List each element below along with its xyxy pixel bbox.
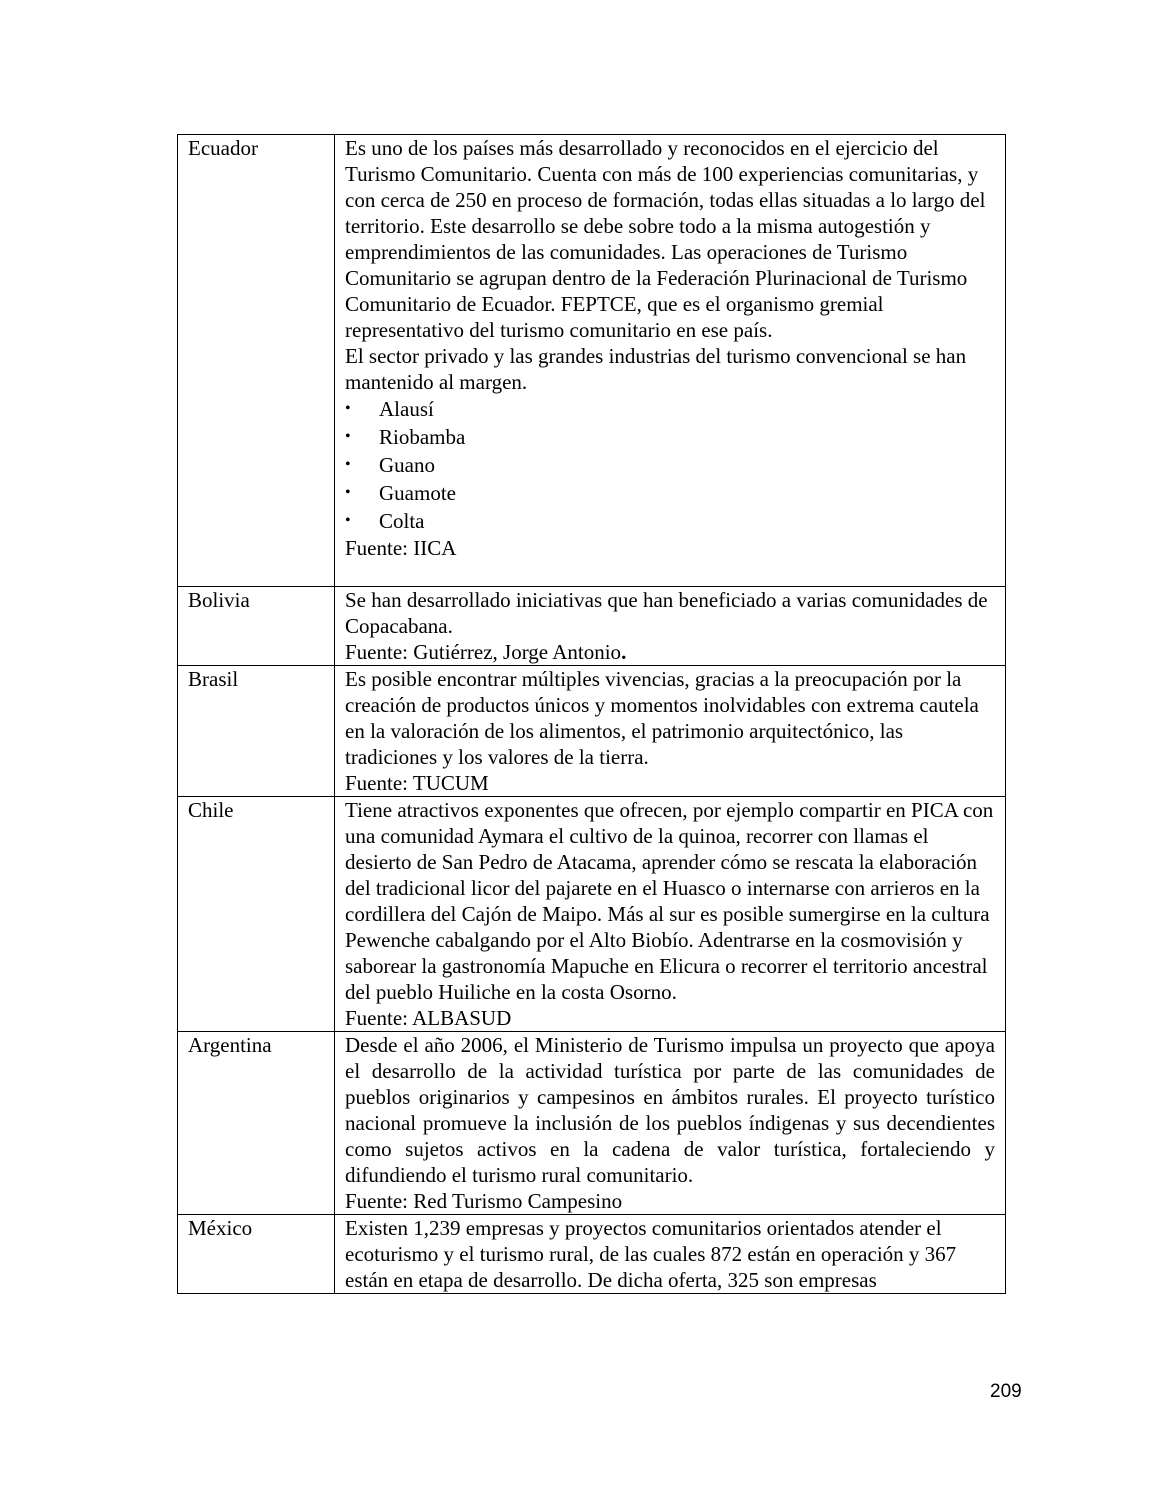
table-row-mexico <box>178 1215 1006 1294</box>
country-name: Argentina <box>188 1033 272 1057</box>
description-paragraph: Se han desarrollado iniciativas que han beneficiado a varias comunidades de Copacabana. <box>345 588 988 638</box>
description-cell <box>335 797 1006 1032</box>
source-citation: Fuente: IICA <box>345 536 457 560</box>
countries-table <box>177 134 1006 1294</box>
country-name: Ecuador <box>188 136 258 160</box>
description-cell <box>335 1215 1006 1294</box>
country-cell <box>178 1032 335 1215</box>
list-item <box>345 507 995 535</box>
list-item <box>345 423 995 451</box>
country-cell <box>178 666 335 797</box>
country-cell <box>178 587 335 666</box>
country-name: Chile <box>188 798 234 822</box>
description-cell <box>335 666 1006 797</box>
source-period: . <box>621 640 627 664</box>
country-cell <box>178 135 335 587</box>
list-item <box>345 395 995 423</box>
country-name: Brasil <box>188 667 239 691</box>
country-name: Bolivia <box>188 588 250 612</box>
table-row-ecuador <box>178 135 1006 587</box>
description-paragraph: Tiene atractivos exponentes que ofrecen, por ejemplo compartir en PICA con una comunidad Aymara el cultivo de la quinoa, recorrer con llamas el desierto de San Pedro de Atacama, aprender cómo se rescata la elaboración del tradicional licor del pajarete en el Huasco o internarse con arrieros en la cordillera del Cajón de Maipo. Más al sur es posible sumergirse en la cultura Pewenche cabalgando por el Alto Biobío. Adentrarse en la cosmovisión y saborear la gastronomía Mapuche en Elicura o recorrer el territorio ancestral del pueblo Huiliche en la costa Osorno. <box>345 798 994 1004</box>
country-cell <box>178 1215 335 1294</box>
country-cell <box>178 797 335 1032</box>
table-row-brasil <box>178 666 1006 797</box>
table-row-chile <box>178 797 1006 1032</box>
source-citation: Fuente: ALBASUD <box>345 1006 512 1030</box>
description-paragraph: Es posible encontrar múltiples vivencias, gracias a la preocupación por la creación de productos únicos y momentos inolvidables con extrema cautela en la valoración de los alimentos, el patrimonio arquitectónico, las tradiciones y los valores de la tierra. <box>345 667 979 769</box>
table-row-argentina <box>178 1032 1006 1215</box>
page-number: 209 <box>990 1381 1022 1402</box>
description-paragraph: Existen 1,239 empresas y proyectos comunitarios orientados atender el ecoturismo y el turismo rural, de las cuales 872 están en operación y 367 están en etapa de desarrollo. De dicha oferta, 325 son empresas <box>345 1216 957 1292</box>
source-citation: Fuente: TUCUM <box>345 771 489 795</box>
source-citation: Fuente: Red Turismo Campesino <box>345 1189 623 1213</box>
description-cell <box>335 135 1006 587</box>
bullet-icon: • <box>345 484 351 501</box>
place-name: Riobamba <box>379 425 466 449</box>
list-item <box>345 479 995 507</box>
place-name: Guano <box>379 453 435 477</box>
description-paragraph: Desde el año 2006, el Ministerio de Turismo impulsa un proyecto que apoya el desarrollo de la actividad turística por parte de las comunidades de pueblos originarios y campesinos en ámbitos rurales. El proyecto turístico nacional promueve la inclusión de los pueblos índigenas y sus decendientes como sujetos activos en la cadena de valor turística, fortaleciendo y difundiendo el turismo rural comunitario. <box>345 1033 995 1187</box>
description-paragraph: Es uno de los países más desarrollado y reconocidos en el ejercicio del Turismo Comunitario. Cuenta con más de 100 experiencias comunitarias, y con cerca de 250 en proceso de formación, todas ellas situadas a lo largo del territorio. Este desarrollo se debe sobre todo a la misma autogestión y emprendimientos de las comunidades. Las operaciones de Turismo Comunitario se agrupan dentro de la Federación Plurinacional de Turismo Comunitario de Ecuador. FEPTCE, que es el organismo gremial representativo del turismo comunitario en ese país. <box>345 136 986 342</box>
place-name: Guamote <box>379 481 456 505</box>
bullet-icon: • <box>345 456 351 473</box>
place-name: Alausí <box>379 397 434 421</box>
list-item <box>345 451 995 479</box>
country-name: México <box>188 1216 253 1240</box>
bullet-icon: • <box>345 512 351 529</box>
place-name: Colta <box>379 509 425 533</box>
source-text: Fuente: Gutiérrez, Jorge Antonio <box>345 640 622 664</box>
table-row-bolivia <box>178 587 1006 666</box>
description-cell <box>335 587 1006 666</box>
description-cell <box>335 1032 1006 1215</box>
description-paragraph: El sector privado y las grandes industrias del turismo convencional se han mantenido al margen. <box>345 344 967 394</box>
bullet-icon: • <box>345 400 351 417</box>
source-citation <box>345 639 995 665</box>
places-list <box>345 395 995 535</box>
bullet-icon: • <box>345 428 351 445</box>
